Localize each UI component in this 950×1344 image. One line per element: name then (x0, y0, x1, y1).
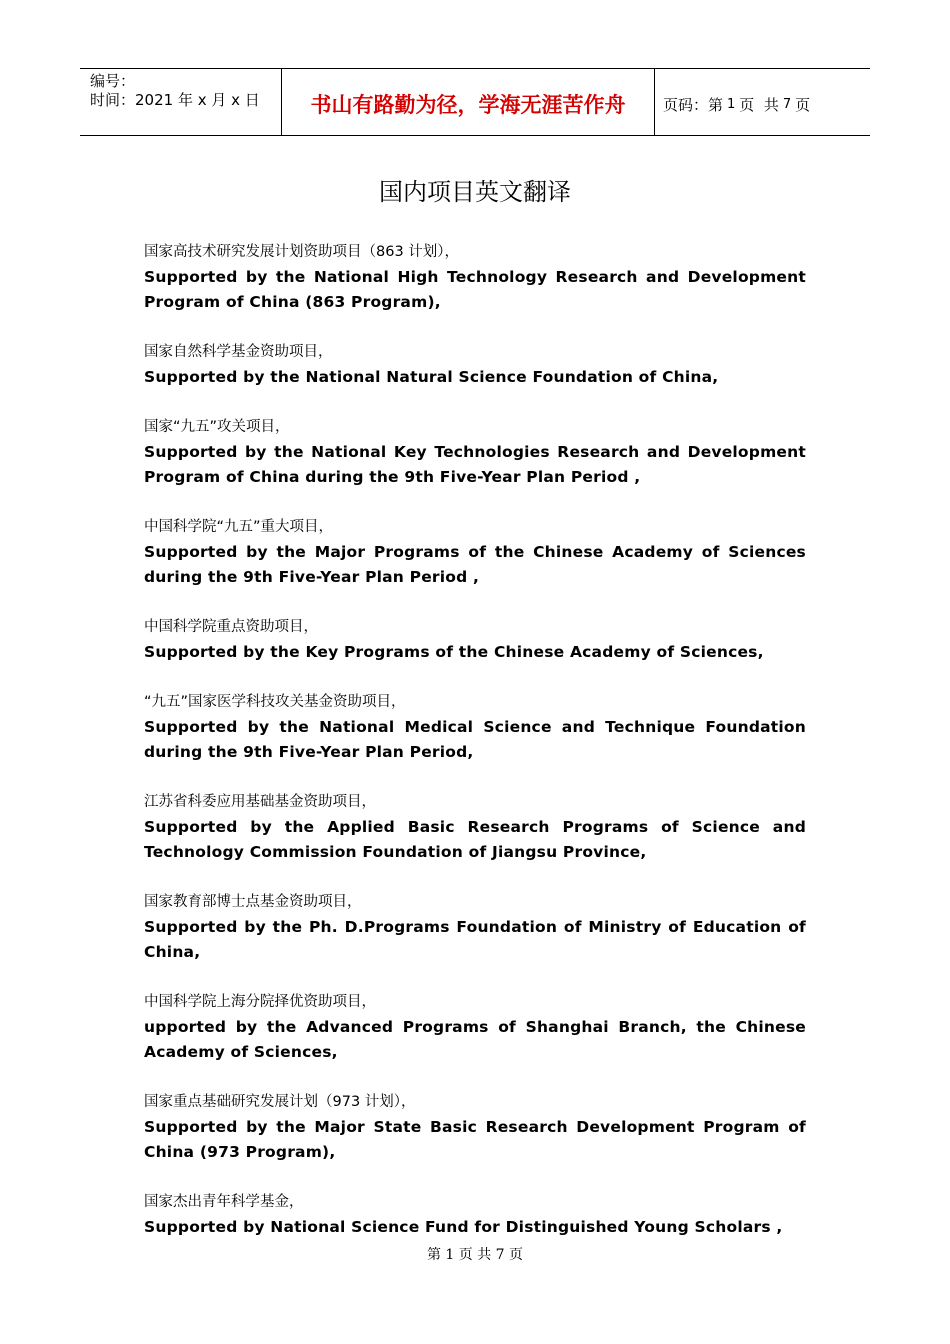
motto-text: 书山有路勤为径，学海无涯苦作舟 (310, 93, 626, 117)
number-label: 编号： (90, 72, 136, 90)
entry-chinese: 中国科学院“九五”重大项目， (144, 519, 334, 535)
page-footer: 第 1 页 共 7 页 (426, 1247, 524, 1263)
entry-chinese: 国家教育部博士点基金资助项目， (144, 894, 362, 910)
header-page-info (655, 69, 870, 135)
time-label: 时间：2021 年 x 月 x 日 (90, 91, 260, 109)
list-item (144, 990, 806, 1065)
page-header (80, 68, 870, 136)
entry-english: upported by the Advanced Programs of Shanghai Branch, the Chinese Academy of Sciences, (144, 1018, 806, 1061)
entry-chinese: 国家高技术研究发展计划资助项目（863 计划）， (144, 244, 460, 260)
list-item (144, 1190, 806, 1240)
entry-chinese: 国家“九五”攻关项目， (144, 419, 290, 435)
list-item (144, 415, 806, 490)
list-item (144, 890, 806, 965)
entry-chinese: 国家杰出青年科学基金， (144, 1194, 304, 1210)
header-motto (281, 69, 655, 135)
entry-chinese: 中国科学院上海分院择优资助项目， (144, 994, 376, 1010)
entry-list (144, 240, 806, 1265)
page-number: 1 (727, 96, 736, 112)
entry-english: Supported by the National Natural Science Foundation of China, (144, 368, 719, 386)
list-item (144, 1090, 806, 1165)
entry-chinese: 中国科学院重点资助项目， (144, 619, 318, 635)
entry-english: Supported by the Ph. D.Programs Foundation of Ministry of Education of China, (144, 918, 806, 961)
entry-english: Supported by National Science Fund for Distinguished Young Scholars , (144, 1218, 783, 1236)
entry-english: Supported by the National Medical Science and Technique Foundation during the 9th Five-Year Plan Period, (144, 718, 806, 761)
document-title: 国内项目英文翻译 (379, 178, 571, 206)
page-total: 7 (782, 96, 792, 112)
page-prefix: 页码：第 (663, 95, 724, 114)
entry-chinese: “九五”国家医学科技攻关基金资助项目， (144, 694, 406, 710)
page-mid: 页 共 (739, 95, 779, 114)
list-item (144, 790, 806, 865)
list-item (144, 240, 806, 315)
list-item (144, 515, 806, 590)
header-meta (80, 69, 281, 135)
page-suffix: 页 (795, 95, 811, 114)
list-item (144, 340, 806, 390)
list-item (144, 615, 806, 665)
list-item (144, 690, 806, 765)
entry-english: Supported by the Major Programs of the Chinese Academy of Sciences during the 9th Five-Year Plan Period , (144, 543, 806, 586)
entry-english: Supported by the Major State Basic Research Development Program of China (973 Program), (144, 1118, 806, 1161)
entry-english: Supported by the National High Technology Research and Development Program of China (863 Program), (144, 268, 806, 311)
entry-chinese: 国家自然科学基金资助项目， (144, 344, 333, 360)
entry-english: Supported by the National Key Technologies Research and Development Program of China during the 9th Five-Year Plan Period , (144, 443, 806, 486)
entry-chinese: 国家重点基础研究发展计划（973 计划）， (144, 1094, 416, 1110)
entry-english: Supported by the Applied Basic Research Programs of Science and Technology Commission Foundation of Jiangsu Province, (144, 818, 806, 861)
entry-chinese: 江苏省科委应用基础基金资助项目， (144, 794, 376, 810)
entry-english: Supported by the Key Programs of the Chinese Academy of Sciences, (144, 643, 764, 661)
